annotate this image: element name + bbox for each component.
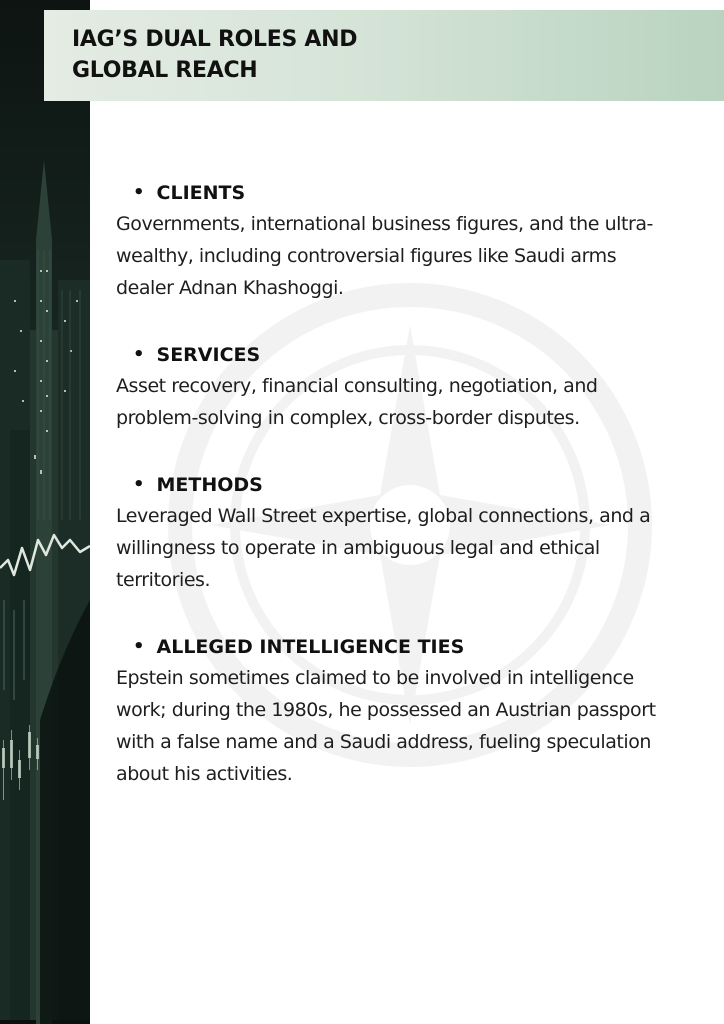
bullet-icon: • — [133, 344, 145, 365]
section-body: Leveraged Wall Street expertise, global connections, and a willingness to operate in ambiguous legal and ethical territories. — [116, 505, 651, 591]
section-heading-label: CLIENTS — [156, 182, 246, 204]
section-heading — [133, 632, 676, 662]
section-body: Asset recovery, financial consulting, negotiation, and problem-solving in complex, cross-border disputes. — [116, 375, 598, 429]
section-heading-label: SERVICES — [156, 344, 261, 366]
bullet-icon: • — [133, 182, 145, 203]
section-body: Governments, international business figures, and the ultra-wealthy, including controversial figures like Saudi arms dealer Adnan Khashoggi. — [116, 213, 653, 299]
header-band — [44, 10, 724, 101]
bullet-icon: • — [133, 474, 145, 495]
section-heading — [133, 340, 676, 370]
city-skyline-icon — [0, 0, 90, 1024]
section-services — [116, 340, 676, 434]
section-methods — [116, 470, 676, 596]
page-title: IAG’S DUAL ROLES AND GLOBAL REACH — [72, 27, 358, 83]
city-skyline-panel — [0, 0, 90, 1024]
section-body: Epstein sometimes claimed to be involved in intelligence work; during the 1980s, he possessed an Austrian passport with a false name and a Saudi address, fueling speculation about his activities. — [116, 667, 656, 785]
bullet-icon: • — [133, 636, 145, 657]
section-heading-label: ALLEGED INTELLIGENCE TIES — [156, 636, 465, 658]
section-heading — [133, 470, 676, 500]
content-area — [116, 178, 676, 826]
section-clients — [116, 178, 676, 304]
section-heading-label: METHODS — [156, 474, 263, 496]
section-intelligence-ties — [116, 632, 676, 790]
section-heading — [133, 178, 676, 208]
